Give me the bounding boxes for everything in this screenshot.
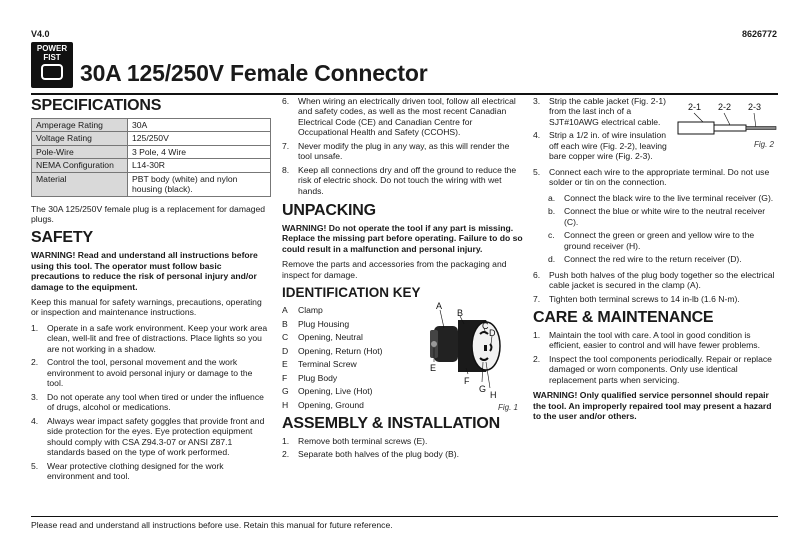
item-number: 1. — [282, 435, 290, 446]
safety-item — [31, 416, 271, 458]
assembly-step — [282, 436, 524, 446]
care-list — [533, 330, 778, 385]
spec-row — [32, 159, 271, 172]
care-item — [533, 330, 778, 351]
spec-row — [32, 145, 271, 158]
logo-text-top: POWER — [36, 44, 68, 53]
spec-value: 30A — [128, 118, 271, 131]
spec-label: Material — [32, 172, 128, 196]
spec-row — [32, 132, 271, 145]
fist-icon — [41, 64, 63, 80]
care-item — [533, 354, 778, 385]
item-text: Clamp — [298, 305, 323, 316]
item-text: Always wear impact safety goggles that provide front and side protection for the eyes. Eye protection equipment should comply with CSA Z94.3-07 or ANSI Z87.1 standards based on the type of work performed. — [47, 415, 265, 458]
fig1-letter-a: A — [436, 301, 443, 311]
item-number: 6. — [282, 96, 290, 106]
item-text: Plug Body — [298, 372, 338, 383]
item-number: 8. — [282, 164, 290, 175]
assembly-step — [533, 167, 778, 188]
item-text: Connect the green or green and yellow wire to the ground receiver (H). — [564, 230, 755, 251]
item-text: Operate in a safe work environment. Keep your work area clean, well-lit and free of distractions. Place lights so you are not working in a shadow. — [47, 322, 268, 354]
spec-label: Pole-Wire — [32, 145, 128, 158]
specifications-table — [31, 118, 271, 197]
item-text: Connect the red wire to the return receiver (D). — [564, 254, 742, 265]
item-text: Opening, Live (Hot) — [298, 386, 373, 397]
item-text: Opening, Neutral — [298, 332, 363, 343]
item-text: Control the tool, personal movement and the work environment to avoid personal injury or damage to the tool. — [47, 357, 253, 389]
item-number: 1. — [533, 329, 541, 340]
intro-text: The 30A 125/250V female plug is a replacement for damaged plugs. — [31, 203, 266, 224]
item-text: Push both halves of the plug body together so the electrical cable jacket is secured in the clamp (A). — [549, 269, 775, 291]
fig2-label-1: 2-1 — [688, 102, 702, 112]
item-text: Strip a 1/2 in. of wire insulation off each wire (Fig. 2-2), leaving bare copper wire (Fig. 2-3). — [549, 130, 667, 162]
item-number: c. — [548, 230, 555, 241]
assembly-step — [533, 130, 673, 161]
page-title: 30A 125/250V Female Connector — [80, 60, 428, 86]
safety-item — [31, 357, 271, 388]
item-text: Separate both halves of the plug body (B). — [298, 449, 459, 460]
item-text: Opening, Ground — [298, 399, 364, 410]
item-text: Plug Housing — [298, 318, 350, 329]
spec-row — [32, 118, 271, 131]
fig1-letter-b: B — [457, 308, 464, 318]
fig2-caption: Fig. 2 — [754, 140, 775, 149]
spec-value: 3 Pole, 4 Wire — [128, 145, 271, 158]
safety-item — [31, 461, 271, 482]
safety-heading: SAFETY — [31, 229, 93, 247]
item-text: Tighten both terminal screws to 14 in-lb (1.6 N-m). — [549, 293, 740, 304]
figure-1 — [424, 300, 524, 412]
assembly-step — [282, 449, 524, 459]
identification-item — [282, 332, 432, 342]
safety-warning: WARNING! Read and understand all instructions before using this tool. The operator must follow basic precautions to reduce the risk of personal injury and/or damage to the equipment. — [31, 250, 258, 292]
version-label: V4.0 — [31, 29, 50, 39]
fig2-label-3: 2-3 — [748, 102, 762, 112]
spec-value: PBT body (white) and nylon housing (black). — [128, 172, 271, 196]
item-number: B — [282, 318, 288, 329]
brand-logo — [31, 42, 73, 88]
specifications-heading: SPECIFICATIONS — [31, 97, 162, 114]
assembly-step — [533, 96, 673, 127]
item-text: Inspect the tool components periodically. Repair or replace damaged or worn components. Only use identical replacement parts when servicing. — [549, 353, 772, 385]
assembly-list-final — [533, 270, 778, 304]
unpacking-note: Remove the parts and accessories from the packaging and inspect for damage. — [282, 259, 507, 280]
item-number: 7. — [533, 293, 541, 304]
column-1 — [31, 97, 271, 487]
item-number: F — [282, 372, 288, 383]
spec-label: Voltage Rating — [32, 132, 128, 145]
item-text: Do not operate any tool when tired or under the influence of drugs, alcohol or medications. — [47, 391, 264, 413]
assembly-sub-step — [533, 230, 778, 251]
item-number: 3. — [533, 96, 541, 106]
assembly-heading: ASSEMBLY & INSTALLATION — [282, 415, 500, 433]
item-number: 5. — [31, 460, 39, 471]
assembly-sub-list — [533, 193, 778, 265]
item-number: 2. — [533, 353, 541, 364]
connector-illustration — [424, 300, 524, 412]
assembly-sub-step — [533, 254, 778, 264]
fig1-letter-f: F — [464, 376, 470, 386]
item-text: Wear protective clothing designed for the work environment and tool. — [47, 460, 224, 482]
figure-2 — [676, 100, 778, 152]
item-number: a. — [548, 192, 556, 203]
fig1-letter-h: H — [490, 390, 497, 400]
fig1-caption: Fig. 1 — [498, 403, 519, 412]
safety-item — [282, 165, 524, 196]
title-divider — [31, 93, 778, 95]
identification-item — [282, 305, 432, 315]
item-number: 7. — [282, 140, 290, 151]
item-number: 8626772 — [741, 29, 777, 39]
identification-item — [282, 400, 432, 410]
spec-value: 125/250V — [128, 132, 271, 145]
fig1-letter-d: D — [489, 328, 496, 338]
item-number: d. — [548, 254, 556, 265]
fig1-letter-g: G — [479, 384, 487, 394]
fig1-letter-e: E — [430, 363, 437, 373]
safety-item — [282, 141, 524, 162]
identification-heading: IDENTIFICATION KEY — [282, 285, 421, 301]
safety-item — [282, 96, 524, 138]
safety-note: Keep this manual for safety warnings, precautions, operating or inspection and maintenance instructions. — [31, 297, 262, 318]
footer-divider — [31, 516, 778, 517]
item-text: Connect the blue or white wire to the neutral receiver (C). — [564, 206, 766, 227]
item-number: D — [282, 345, 289, 356]
spec-label: Amperage Rating — [32, 118, 128, 131]
item-text: Connect the black wire to the live terminal receiver (G). — [564, 192, 774, 203]
unpacking-heading: UNPACKING — [282, 202, 376, 220]
item-number: 4. — [533, 130, 541, 141]
spec-label: NEMA Configuration — [32, 159, 128, 172]
item-number: H — [282, 399, 289, 410]
item-number: 6. — [533, 269, 541, 280]
safety-list-continued — [282, 96, 524, 196]
spec-row — [32, 172, 271, 196]
item-text: Never modify the plug in any way, as this will render the tool unsafe. — [298, 140, 510, 162]
unpacking-warning: WARNING! Do not operate the tool if any part is missing. Replace the missing part before operating. Failure to do so could result in a malfunction and personal injury. — [282, 222, 523, 254]
item-number: 4. — [31, 415, 39, 426]
item-number: 2. — [282, 449, 290, 460]
item-number: 5. — [533, 166, 541, 177]
item-text: Connect each wire to the appropriate terminal. Do not use solder or tin on the connection. — [549, 166, 770, 188]
identification-list — [282, 305, 432, 410]
safety-item — [31, 392, 271, 413]
assembly-list — [282, 436, 524, 460]
care-heading: CARE & MAINTENANCE — [533, 309, 714, 327]
item-number: 2. — [31, 357, 39, 368]
item-number: G — [282, 386, 289, 397]
item-number: 3. — [31, 391, 39, 402]
identification-item — [282, 319, 432, 329]
item-text: Terminal Screw — [298, 359, 357, 370]
assembly-sub-step — [533, 193, 778, 203]
wire-strip-illustration — [676, 100, 778, 152]
item-text: Keep all connections dry and off the ground to reduce the risk of electric shock. Do not touch the wiring with wet hands. — [298, 164, 517, 196]
assembly-step — [533, 270, 778, 291]
assembly-step — [533, 294, 778, 304]
item-text: When wiring an electrically driven tool, follow all electrical and safety codes, as well as the most recent Canadian Electrical Code (CE) and Canadian Centre for Occupational Health and Safety (CCOHS). — [298, 96, 516, 138]
assembly-sub-step — [533, 206, 778, 227]
fig2-label-2: 2-2 — [718, 102, 732, 112]
item-text: Remove both terminal screws (E). — [298, 435, 428, 446]
assembly-list-continued-2 — [533, 167, 778, 188]
identification-item — [282, 373, 432, 383]
item-number: E — [282, 359, 288, 370]
care-warning: WARNING! Only qualified service personnel should repair the tool. An improperly repaired tool may present a hazard to the user and/or others. — [533, 390, 772, 422]
identification-item — [282, 359, 432, 369]
assembly-list-continued — [533, 96, 673, 162]
identification-item — [282, 346, 432, 356]
logo-text-bottom: FIST — [43, 53, 61, 62]
item-text: Strip the cable jacket (Fig. 2-1) from the last inch of a SJT#10AWG electrical cable. — [549, 96, 667, 127]
item-number: C — [282, 332, 289, 343]
item-number: 1. — [31, 322, 39, 333]
item-text: Opening, Return (Hot) — [298, 345, 383, 356]
fig1-letter-c: C — [482, 321, 489, 331]
safety-list — [31, 323, 271, 482]
footer-note: Please read and understand all instructions before use. Retain this manual for future reference. — [31, 520, 393, 530]
identification-item — [282, 386, 432, 396]
item-text: Maintain the tool with care. A tool in good condition is efficient, easier to control and will have fewer problems. — [549, 329, 760, 351]
spec-value: L14-30R — [128, 159, 271, 172]
item-number: b. — [548, 206, 556, 217]
safety-item — [31, 323, 271, 354]
item-number: A — [282, 305, 288, 316]
